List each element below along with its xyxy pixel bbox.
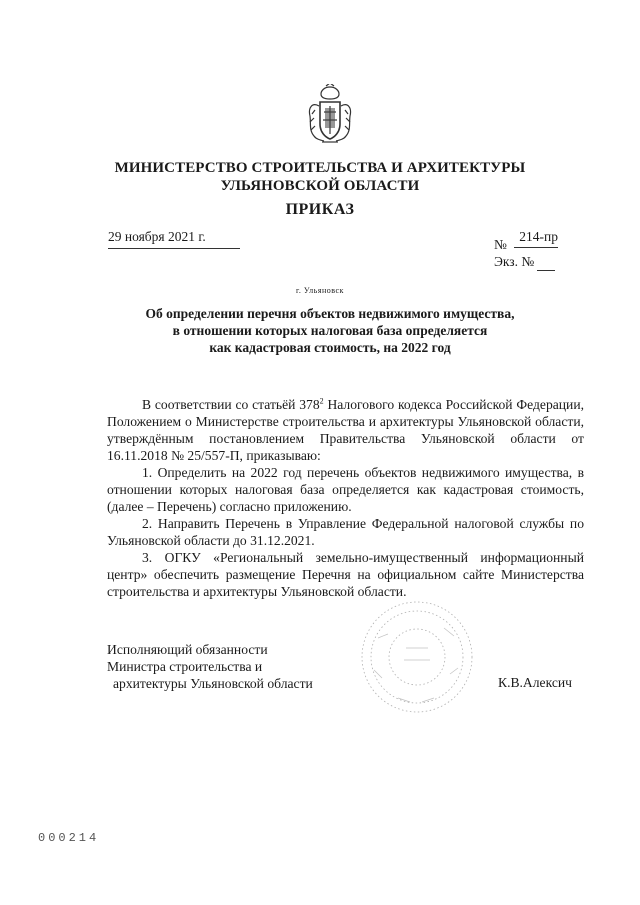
article-superscript: 2 <box>319 396 324 406</box>
preamble-text-start: В соответствии со статьёй 378 <box>142 397 320 412</box>
document-title <box>120 305 540 356</box>
number-underline <box>514 247 558 248</box>
preamble-text-end: Налогового кодекса Российской Федерации, Положением о Министерстве строительства и архитектуры Ульяновской области, утверждённым постановлением Правительства Ульяновской области от 16.11.2018 № 25/557-П, приказываю: <box>107 397 584 463</box>
title-line2: в отношении которых налоговая база определяется <box>172 323 488 338</box>
document-number: 214-пр <box>519 229 558 244</box>
ministry-name <box>0 159 640 195</box>
title-line3: как кадастровая стоимость, на 2022 год <box>209 340 451 355</box>
date-underline <box>108 248 240 249</box>
body-paragraph-2: 2. Направить Перечень в Управление Федеральной налоговой службы по Ульяновской области до 31.12.2021. <box>107 516 584 548</box>
document-date: 29 ноября 2021 г. <box>108 229 206 244</box>
document-type: ПРИКАЗ <box>285 201 355 218</box>
coat-of-arms-emblem <box>304 84 356 144</box>
copy-number-underline <box>537 270 555 271</box>
document-body <box>107 396 584 600</box>
position-line1: Исполняющий обязанности <box>107 642 268 657</box>
body-paragraph-preamble <box>107 396 584 464</box>
city-name: г. Ульяновск <box>296 286 344 295</box>
ministry-name-line1: МИНИСТЕРСТВО СТРОИТЕЛЬСТВА И АРХИТЕКТУРЫ <box>114 160 526 176</box>
body-paragraph-3: 3. ОГКУ «Региональный земельно-имущественный информационный центр» обеспечить размещение Перечня на официальном сайте Министерства строительства и архитектуры Ульяновской области. <box>107 550 584 599</box>
serial-number: 000214 <box>38 831 100 845</box>
signatory-position <box>107 641 313 692</box>
body-paragraph-1: 1. Определить на 2022 год перечень объектов недвижимого имущества, в отношении которых налоговая база определяется как кадастровая стоимость, (далее – Перечень) согласно приложению. <box>107 465 584 514</box>
ministry-name-line2: УЛЬЯНОВСКОЙ ОБЛАСТИ <box>220 178 420 194</box>
position-line3: архитектуры Ульяновской области <box>113 676 313 691</box>
official-seal-stamp <box>358 598 476 716</box>
number-sign: № <box>494 237 507 252</box>
signatory-name: К.В.Алексич <box>498 675 572 690</box>
position-line2: Министра строительства и <box>107 659 263 674</box>
copy-number-label: Экз. № <box>494 254 535 269</box>
title-line1: Об определении перечня объектов недвижимого имущества, <box>145 306 515 321</box>
